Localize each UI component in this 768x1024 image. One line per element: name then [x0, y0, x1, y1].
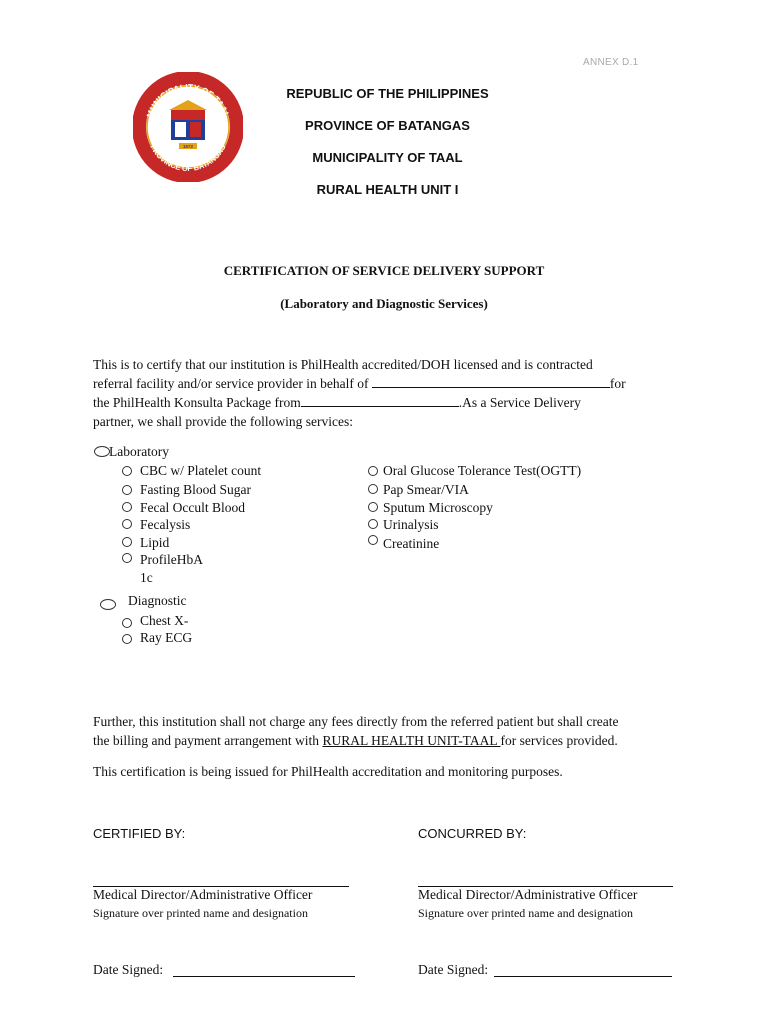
- further-line-2-text: the billing and payment arrangement with: [93, 733, 323, 748]
- fecal-occult-radio[interactable]: [122, 502, 132, 512]
- sputum-label: Sputum Microscopy: [383, 500, 493, 515]
- certified-note: Signature over printed name and designation: [93, 906, 308, 920]
- header-rhu: RURAL HEALTH UNIT I: [316, 182, 459, 197]
- intro-line-3: [93, 393, 683, 412]
- certified-date-blank[interactable]: [173, 976, 355, 977]
- certified-role: Medical Director/Administrative Officer: [93, 887, 313, 902]
- fecal-occult-label: Fecal Occult Blood: [140, 500, 245, 515]
- intro-line-4: partner, we shall provide the following services:: [93, 414, 354, 429]
- chest-xray-label: Chest X-: [140, 613, 189, 628]
- intro-line-1: This is to certify that our institution is PhilHealth accredited/DOH licensed and is contracted: [93, 357, 593, 372]
- further-line-2: [93, 731, 683, 750]
- intro-line-3-text: the PhilHealth Konsulta Package from: [93, 395, 301, 410]
- further-line-1: Further, this institution shall not charge any fees directly from the referred patient but shall create: [93, 714, 619, 729]
- period-blank[interactable]: [301, 394, 459, 407]
- creatinine-label: Creatinine: [383, 536, 440, 551]
- intro-line-3-end: .As a Service Delivery: [458, 395, 581, 410]
- header-municipality: MUNICIPALITY OF TAAL: [312, 150, 463, 165]
- header-republic: REPUBLIC OF THE PHILIPPINES: [286, 86, 489, 101]
- intro-paragraph: [93, 355, 683, 431]
- diagnostic-radio[interactable]: [100, 599, 116, 610]
- rhu-taal-link: RURAL HEALTH UNIT-TAAL: [322, 733, 501, 748]
- concurred-note: Signature over printed name and designation: [418, 906, 633, 920]
- concurred-date-label: Date Signed:: [418, 962, 489, 977]
- urinalysis-label: Urinalysis: [383, 517, 439, 532]
- creatinine-radio[interactable]: [368, 535, 378, 545]
- intro-line-2: [93, 374, 683, 393]
- ecg-label: Ray ECG: [140, 630, 193, 645]
- concurred-date-blank[interactable]: [494, 976, 672, 977]
- fecalysis-radio[interactable]: [122, 519, 132, 529]
- laboratory-radio[interactable]: [94, 446, 110, 457]
- lipid-label: Lipid: [140, 535, 170, 550]
- document-subtitle: (Laboratory and Diagnostic Services): [280, 296, 488, 311]
- fbs-radio[interactable]: [122, 485, 132, 495]
- concurred-role: Medical Director/Administrative Officer: [418, 887, 638, 902]
- annex-label: ANNEX D.1: [583, 57, 639, 68]
- sputum-radio[interactable]: [368, 502, 378, 512]
- diagnostic-label: Diagnostic: [128, 593, 187, 608]
- seal-top-text: MUNICIPALITY OF TAAL: [144, 81, 232, 119]
- fecalysis-label: Fecalysis: [140, 517, 191, 532]
- pap-smear-radio[interactable]: [368, 484, 378, 494]
- municipality-seal-logo: [133, 72, 243, 182]
- urinalysis-radio[interactable]: [368, 519, 378, 529]
- concurred-by-label: CONCURRED BY:: [418, 826, 527, 841]
- seal-year: 1572: [182, 144, 194, 149]
- lipid-radio[interactable]: [122, 537, 132, 547]
- hba1c-radio[interactable]: [122, 553, 132, 563]
- laboratory-label: Laboratory: [109, 444, 169, 459]
- further-line-2-end: for services provided.: [500, 733, 618, 748]
- facility-name-blank[interactable]: [372, 375, 610, 388]
- ogtt-label: Oral Glucose Tolerance Test(OGTT): [383, 463, 582, 478]
- ogtt-radio[interactable]: [368, 466, 378, 476]
- pap-smear-label: Pap Smear/VIA: [383, 482, 469, 497]
- header-province: PROVINCE OF BATANGAS: [305, 118, 470, 133]
- intro-line-2-end: for: [609, 376, 626, 391]
- intro-line-2-text: referral facility and/or service provider in behalf of: [93, 376, 372, 391]
- hba1c-label-cont: 1c: [140, 570, 153, 585]
- cbc-radio[interactable]: [122, 466, 132, 476]
- purpose-statement: This certification is being issued for PhilHealth accreditation and monitoring purposes.: [93, 764, 563, 779]
- fbs-label: Fasting Blood Sugar: [140, 482, 252, 497]
- seal-bottom-text: PROVINCE OF BATANGAS: [148, 143, 228, 174]
- further-paragraph: [93, 712, 683, 750]
- cbc-label: CBC w/ Platelet count: [140, 463, 262, 478]
- certified-by-label: CERTIFIED BY:: [93, 826, 186, 841]
- document-title: CERTIFICATION OF SERVICE DELIVERY SUPPORT: [223, 263, 545, 278]
- ecg-radio[interactable]: [122, 634, 132, 644]
- chest-xray-radio[interactable]: [122, 618, 132, 628]
- hba1c-label: ProfileHbA: [140, 552, 203, 567]
- certified-date-label: Date Signed:: [93, 962, 164, 977]
